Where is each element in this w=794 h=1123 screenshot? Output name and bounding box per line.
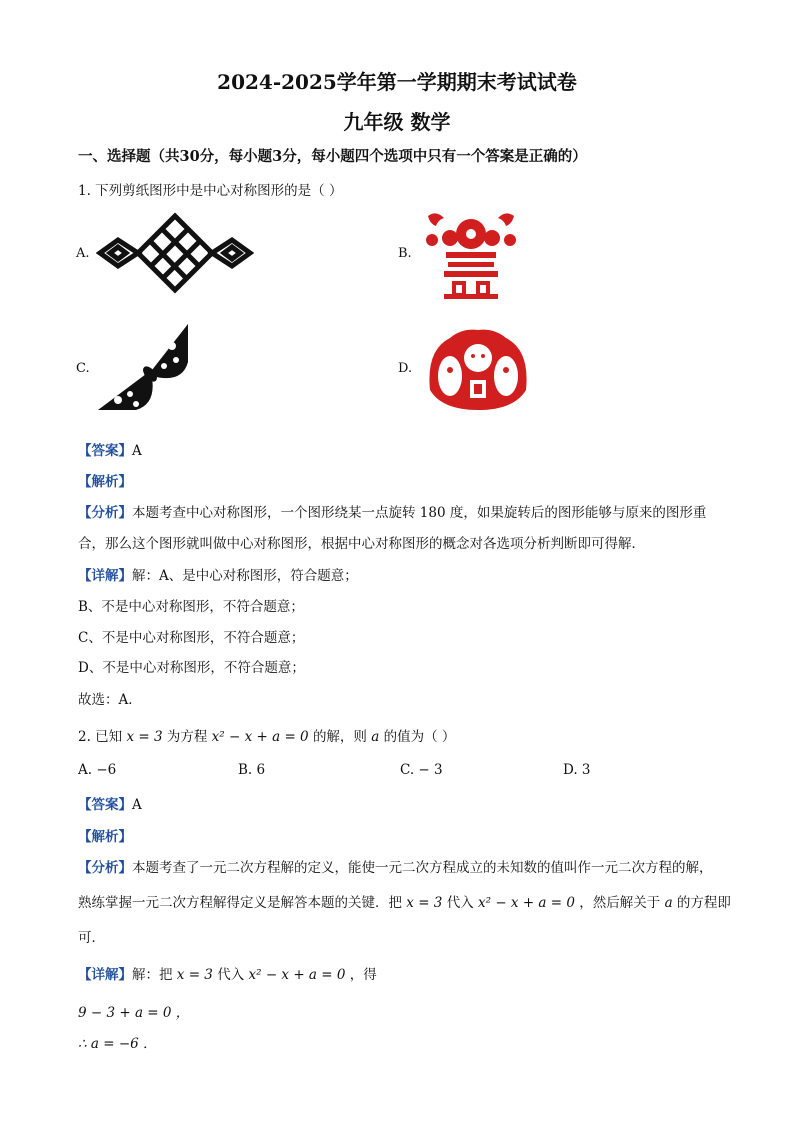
q2-stem-text: 2. 已知 bbox=[78, 729, 123, 745]
xiangjie-tag: 【详解】 bbox=[78, 967, 132, 983]
fenxi-text: 本题考查中心对称图形，一个图形绕某一点旋转 180 度，如果旋转后的图形能够与原来的图形重 bbox=[132, 505, 707, 521]
q2-stem-text: 的值为（ ） bbox=[383, 729, 456, 745]
q2-fenxi-line3: 可． bbox=[78, 930, 105, 946]
q1-detail-line3: C、不是中心对称图形，不符合题意； bbox=[78, 630, 305, 646]
answer-tag: 【答案】 bbox=[78, 797, 132, 813]
detail-math: x = 3 bbox=[176, 967, 213, 983]
fenxi-tag: 【分析】 bbox=[78, 505, 132, 521]
q1-answer bbox=[78, 439, 142, 459]
answer-value: A bbox=[132, 797, 142, 813]
fenxi-text: 本题考查了一元二次方程解的定义，能使一元二次方程成立的未知数的值叫作一元二次方程的解， bbox=[132, 860, 713, 876]
q2-stem-math: x = 3 bbox=[126, 729, 163, 745]
answer-value: A bbox=[132, 443, 142, 459]
q2-analysis-tag: 【解析】 bbox=[78, 829, 132, 845]
fenxi-equation: x² − x + a = 0 bbox=[478, 895, 575, 911]
fenxi-text: 的方程即 bbox=[676, 895, 731, 911]
q1-stem: 1. 下列剪纸图形中是中心对称图形的是（ ） bbox=[78, 183, 343, 199]
detail-text: ，得 bbox=[349, 967, 377, 983]
q1-option-c-label: C. bbox=[76, 361, 90, 376]
q2-stem-equation: x² − x + a = 0 bbox=[211, 729, 309, 745]
q2-fenxi-line2 bbox=[78, 891, 731, 911]
q1-detail-line4: D、不是中心对称图形，不符合题意； bbox=[78, 660, 305, 676]
q1-fenxi-line1 bbox=[78, 501, 706, 521]
q2-option-d: D. 3 bbox=[563, 762, 591, 778]
fenxi-text: 熟练掌握一元二次方程解得定义是解答本题的关键．把 bbox=[78, 895, 402, 911]
q2-stem-text: 为方程 bbox=[166, 729, 208, 745]
detail-text: 解：A、是中心对称图形，符合题意； bbox=[132, 568, 358, 584]
q1-detail-line1 bbox=[78, 564, 358, 584]
section-heading: 一、选择题（共30分，每小题3分，每小题四个选项中只有一个答案是正确的） bbox=[78, 148, 587, 165]
q2-stem-var: a bbox=[371, 729, 380, 745]
q1-analysis-tag: 【解析】 bbox=[78, 474, 132, 490]
q1-option-d-label: D. bbox=[398, 361, 413, 376]
detail-text: 代入 bbox=[217, 967, 245, 983]
q2-option-c: C. − 3 bbox=[400, 762, 443, 778]
q2-step1: 9 − 3 + a = 0 ， bbox=[78, 1005, 190, 1021]
q1-option-a-image bbox=[96, 210, 254, 296]
q1-option-a-label: A. bbox=[76, 246, 90, 261]
q1-fenxi-line2: 合，那么这个图形就叫做中心对称图形，根据中心对称图形的概念对各选项分析判断即可得解． bbox=[78, 536, 645, 552]
fenxi-tag: 【分析】 bbox=[78, 860, 132, 876]
q2-option-a: A. −6 bbox=[78, 762, 117, 778]
q1-detail-line2: B、不是中心对称图形，不符合题意； bbox=[78, 599, 304, 615]
q1-option-b-label: B. bbox=[398, 246, 412, 261]
q2-stem bbox=[78, 725, 455, 745]
q2-option-b: B. 6 bbox=[238, 762, 266, 778]
xiangjie-tag: 【详解】 bbox=[78, 568, 132, 584]
q2-step2: ∴ a = −6 ． bbox=[78, 1036, 157, 1052]
q2-fenxi-line1 bbox=[78, 856, 713, 876]
fenxi-math: x = 3 bbox=[406, 895, 443, 911]
fenxi-text: ，然后解关于 bbox=[579, 895, 661, 911]
q1-option-c-image bbox=[96, 322, 192, 414]
fenxi-text: 代入 bbox=[446, 895, 474, 911]
detail-equation: x² − x + a = 0 bbox=[248, 967, 346, 983]
fenxi-var: a bbox=[664, 895, 673, 911]
q2-stem-text: 的解，则 bbox=[312, 729, 367, 745]
page-title: 2024-2025学年第一学期期末考试试卷 bbox=[217, 70, 577, 94]
q1-option-b-image bbox=[418, 208, 524, 302]
q1-option-d-image bbox=[422, 320, 534, 412]
answer-tag: 【答案】 bbox=[78, 443, 132, 459]
q2-detail-line1 bbox=[78, 963, 377, 983]
q2-answer bbox=[78, 793, 142, 813]
detail-text: 解：把 bbox=[132, 967, 173, 983]
q1-conclusion: 故选：A． bbox=[78, 692, 142, 708]
page-subtitle: 九年级 数学 bbox=[343, 110, 451, 134]
